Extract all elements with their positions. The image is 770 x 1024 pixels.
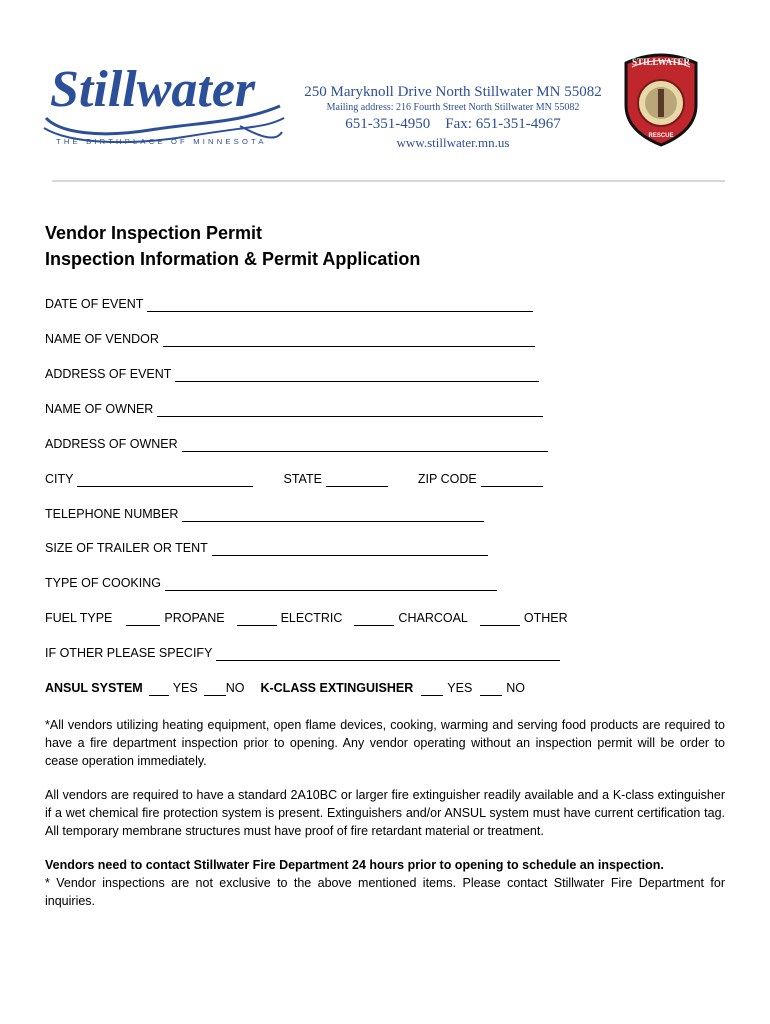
charcoal-checkbox[interactable]	[354, 613, 394, 626]
telephone-label: TELEPHONE NUMBER	[45, 507, 179, 521]
extinguisher-row	[45, 680, 525, 696]
mailing-address: Mailing address: 216 Fourth Street North Stillwater MN 55082	[326, 102, 580, 113]
zip-label: ZIP CODE	[417, 472, 477, 486]
inquiries-notice: * Vendor inspections are not exclusive to the above mentioned items. Please contact Stillwater Fire Department for inquiries.	[45, 876, 725, 908]
contact-block	[288, 83, 618, 152]
other-specify-row	[45, 645, 560, 661]
ansul-system-label: ANSUL SYSTEM	[45, 681, 143, 695]
address-of-owner-row	[45, 436, 548, 452]
title-block	[45, 220, 420, 272]
svg-text:STILLWATER: STILLWATER	[631, 57, 691, 67]
city-label: CITY	[45, 472, 74, 486]
date-of-event-field[interactable]	[147, 299, 533, 312]
street-address: 250 Maryknoll Drive North Stillwater MN 55082	[304, 84, 602, 100]
kclass-yes-label: YES	[447, 681, 473, 695]
date-of-event-row	[45, 296, 533, 312]
cooking-type-field[interactable]	[165, 578, 497, 591]
page-title: Vendor Inspection Permit	[45, 223, 263, 243]
address-of-event-row	[45, 366, 539, 382]
fire-department-badge-icon	[620, 45, 702, 147]
stillwater-logo	[40, 48, 290, 158]
state-label: STATE	[283, 472, 322, 486]
other-checkbox[interactable]	[480, 613, 520, 626]
propane-label: PROPANE	[164, 611, 225, 625]
trailer-size-field[interactable]	[212, 543, 488, 556]
telephone-field[interactable]	[182, 509, 484, 522]
other-specify-label: IF OTHER PLEASE SPECIFY	[45, 646, 213, 660]
inspection-requirement-paragraph: *All vendors utilizing heating equipment, open flame devices, cooking, warming and serving food products are required to have a fire department inspection prior to opening. Any vendor operating without an inspection permit will be order to cease operation immediately.	[45, 718, 725, 768]
svg-text:RESCUE: RESCUE	[648, 133, 674, 139]
trailer-size-row	[45, 540, 488, 556]
name-of-vendor-row	[45, 331, 535, 347]
name-of-vendor-label: NAME OF VENDOR	[45, 332, 159, 346]
contact-paragraph	[45, 856, 725, 910]
logo-wordmark: Stillwater	[50, 61, 256, 118]
kclass-label: K-CLASS EXTINGUISHER	[260, 681, 414, 695]
contact-notice: Vendors need to contact Stillwater Fire Department 24 hours prior to opening to schedule an inspection.	[45, 858, 664, 872]
name-of-vendor-field[interactable]	[163, 334, 535, 347]
website: www.stillwater.mn.us	[396, 135, 510, 150]
zip-field[interactable]	[481, 474, 543, 487]
logo-tagline: THE BIRTHPLACE OF MINNESOTA	[56, 137, 267, 146]
state-field[interactable]	[326, 474, 388, 487]
date-of-event-label: DATE OF EVENT	[45, 297, 144, 311]
address-of-event-field[interactable]	[175, 369, 539, 382]
address-of-event-label: ADDRESS OF EVENT	[45, 367, 172, 381]
page-subtitle: Inspection Information & Permit Application	[45, 249, 421, 269]
ansul-no-label: NO	[225, 681, 245, 695]
telephone-row	[45, 506, 484, 522]
other-specify-field[interactable]	[216, 648, 560, 661]
city-state-zip-row	[45, 471, 543, 487]
fuel-type-label: FUEL TYPE	[45, 611, 113, 625]
phone-fax: 651-351-4950 Fax: 651-351-4967	[345, 116, 561, 132]
extinguisher-requirement-paragraph: All vendors are required to have a standard 2A10BC or larger fire extinguisher readily available and a K-class extinguisher if a wet chemical fire protection system is present. Extinguishers and/or ANSUL system must have current certification tag. All temporary membrane structures must have proof of fire retardant material or treatment.	[45, 788, 725, 838]
fuel-type-row	[45, 610, 568, 626]
address-of-owner-field[interactable]	[182, 439, 548, 452]
other-label: OTHER	[523, 611, 568, 625]
charcoal-label: CHARCOAL	[398, 611, 468, 625]
ansul-no-checkbox[interactable]	[204, 683, 226, 696]
kclass-yes-checkbox[interactable]	[421, 683, 443, 696]
ansul-yes-checkbox[interactable]	[149, 683, 169, 696]
kclass-no-label: NO	[506, 681, 526, 695]
electric-label: ELECTRIC	[280, 611, 343, 625]
name-of-owner-label: NAME OF OWNER	[45, 402, 154, 416]
address-of-owner-label: ADDRESS OF OWNER	[45, 437, 178, 451]
ansul-yes-label: YES	[172, 681, 198, 695]
cooking-type-row	[45, 575, 497, 591]
kclass-no-checkbox[interactable]	[480, 683, 502, 696]
city-field[interactable]	[77, 474, 253, 487]
name-of-owner-field[interactable]	[157, 404, 543, 417]
name-of-owner-row	[45, 401, 543, 417]
trailer-size-label: SIZE OF TRAILER OR TENT	[45, 541, 208, 555]
header-divider	[52, 180, 725, 182]
propane-checkbox[interactable]	[126, 613, 160, 626]
cooking-type-label: TYPE OF COOKING	[45, 576, 161, 590]
electric-checkbox[interactable]	[237, 613, 277, 626]
